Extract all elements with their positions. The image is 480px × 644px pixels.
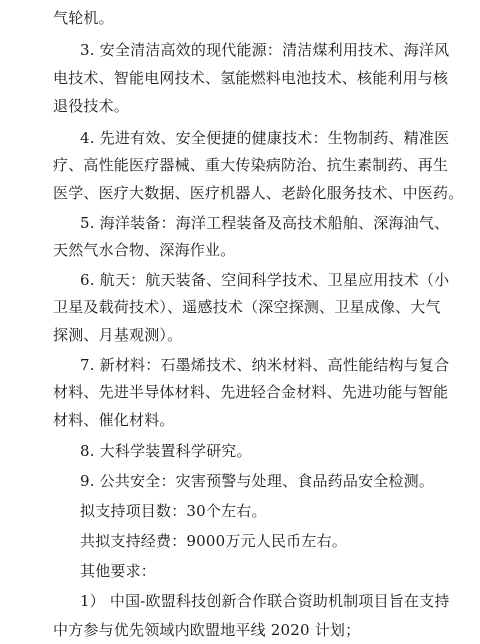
text-line: 8. 大科学装置科学研究。	[80, 442, 252, 460]
text-line: 天然气水合物、深海作业。	[53, 241, 236, 259]
text-line: 电技术、智能电网技术、氢能燃料电池技术、核能利用与核	[53, 69, 449, 87]
text-line: 6. 航天：航天装备、空间科学技术、卫星应用技术（小	[80, 271, 450, 289]
text-line: 4. 先进有效、安全便捷的健康技术：生物制药、精准医	[80, 129, 450, 147]
text-line: 共拟支持经费：9000万元人民币左右。	[80, 532, 347, 550]
text-line: 9. 公共安全：灾害预警与处理、食品药品安全检测。	[80, 472, 435, 490]
text-line: 医学、医疗大数据、医疗机器人、老龄化服务技术、中医药。	[53, 184, 464, 202]
text-line: 拟支持项目数：30个左右。	[80, 502, 267, 520]
text-line: 气轮机。	[53, 9, 114, 27]
text-line: 其他要求：	[80, 562, 157, 580]
text-line: 中方参与优先领域内欧盟地平线 2020 计划；	[53, 621, 361, 639]
text-line: 1） 中国-欧盟科技创新合作联合资助机制项目旨在支持	[80, 592, 450, 610]
text-line: 探测、月基观测）。	[53, 326, 183, 344]
text-line: 退役技术。	[53, 97, 130, 115]
text-line: 7. 新材料：石墨烯技术、纳米材料、高性能结构与复合	[80, 356, 450, 374]
text-line: 材料、催化材料。	[53, 411, 175, 429]
text-line: 材料、先进半导体材料、先进轻合金材料、先进功能与智能	[53, 383, 449, 401]
text-line: 卫星及载荷技术）、遥感技术（深空探测、卫星成像、大气	[53, 298, 441, 316]
text-line: 5. 海洋装备：海洋工程装备及高技术船舶、深海油气、	[80, 214, 450, 232]
text-line: 3. 安全清洁高效的现代能源：清洁煤利用技术、海洋风	[80, 41, 450, 59]
text-line: 疗、高性能医疗器械、重大传染病防治、抗生素制药、再生	[53, 156, 449, 174]
